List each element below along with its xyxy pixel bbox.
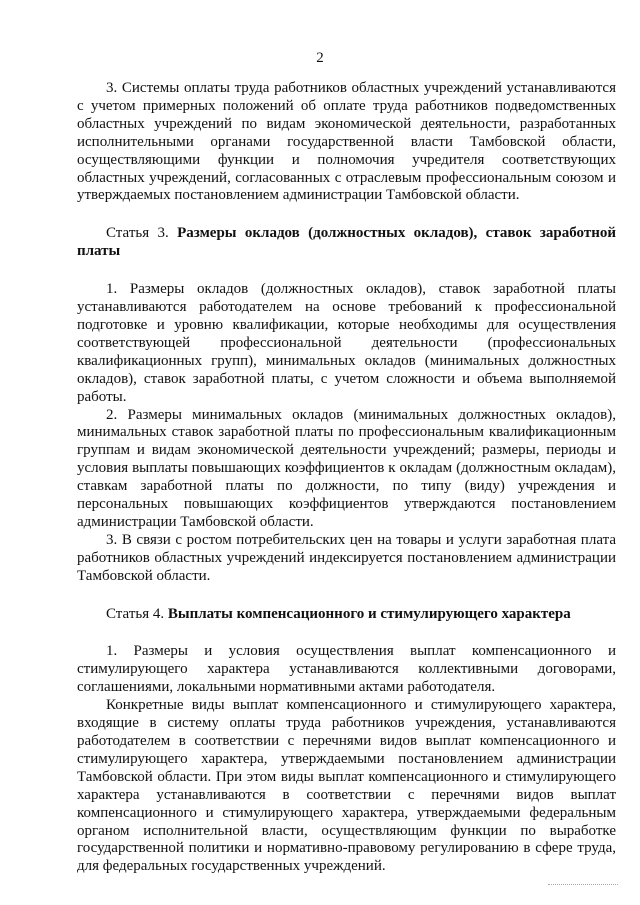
article3-heading: [77, 225, 616, 261]
article4-paragraph-1: 1. Размеры и условия осуществления выплат компенсационного и стимулирующего характера устанавливаются коллективными договорами, соглашениями, локальными нормативными актами работодателя.: [77, 643, 616, 696]
article3-paragraph-2: 2. Размеры минимальных окладов (минимальных должностных окладов), минимальных ставок заработной платы по профессиональным квалификационным группам и видам экономической деятельности учреждений; размеры, периоды и условия выплаты повышающих коэффициентов к окладам (должностным окладам), ставкам заработной платы по должности, по типу (виду) учреждения и персональных повышающих коэффициентов утверждаются постановлением администрации Тамбовской области.: [77, 406, 616, 530]
article3-paragraph-3: 3. В связи с ростом потребительских цен на товары и услуги заработная плата работников областных учреждений индексируется постановлением администрации Тамбовской области.: [77, 531, 616, 584]
article4-title: Выплаты компенсационного и стимулирующего характера: [167, 605, 571, 622]
paragraph-article2-item3: 3. Системы оплаты труда работников областных учреждений устанавливаются с учетом примерных положений об оплате труда работников подведомственных областных учреждений по видам экономической деятельности, разработанных исполнительными органами государственной власти Тамбовской области, осуществляющими функции и полномочия учредителя соответствующих областных учреждений, согласованных с отраслевым профессиональным союзом и утверждаемых постановлением администрации Тамбовской области.: [77, 80, 616, 204]
article4-heading: [77, 606, 616, 624]
page-number: 2: [316, 50, 324, 66]
article4-label: Статья 4.: [106, 605, 165, 622]
article4-paragraph-2: Конкретные виды выплат компенсационного и стимулирующего характера, входящие в систему оплаты труда работников учреждения, устанавливаются работодателем в соответствии с перечнями видов выплат компенсационного и стимулирующего характера, утверждаемыми постановлением администрации Тамбовской области. При этом виды выплат компенсационного и стимулирующего характера устанавливаются в соответствии с перечнями видов выплат компенсационного и стимулирующего характера, утверждаемыми федеральным органом исполнительной власти, осуществляющим функции по выработке государственной политики и нормативно-правовому регулированию в сфере труда, для федеральных государственных учреждений.: [77, 697, 616, 875]
article3-paragraph-1: 1. Размеры окладов (должностных окладов), ставок заработной платы устанавливаются работодателем на основе требований к профессиональной подготовке и уровню квалификации, которые необходимы для осуществления соответствующей профессиональной деятельности (профессиональных квалификационных групп), минимальных окладов (минимальных должностных окладов), ставок заработной платы, с учетом сложности и объема выполняемой работы.: [77, 281, 616, 405]
document-body: [77, 80, 616, 876]
scan-artifact: [548, 884, 618, 889]
article3-label: Статья 3.: [106, 225, 169, 242]
article3-title: Размеры окладов (должностных окладов), ставок заработной платы: [77, 225, 617, 260]
